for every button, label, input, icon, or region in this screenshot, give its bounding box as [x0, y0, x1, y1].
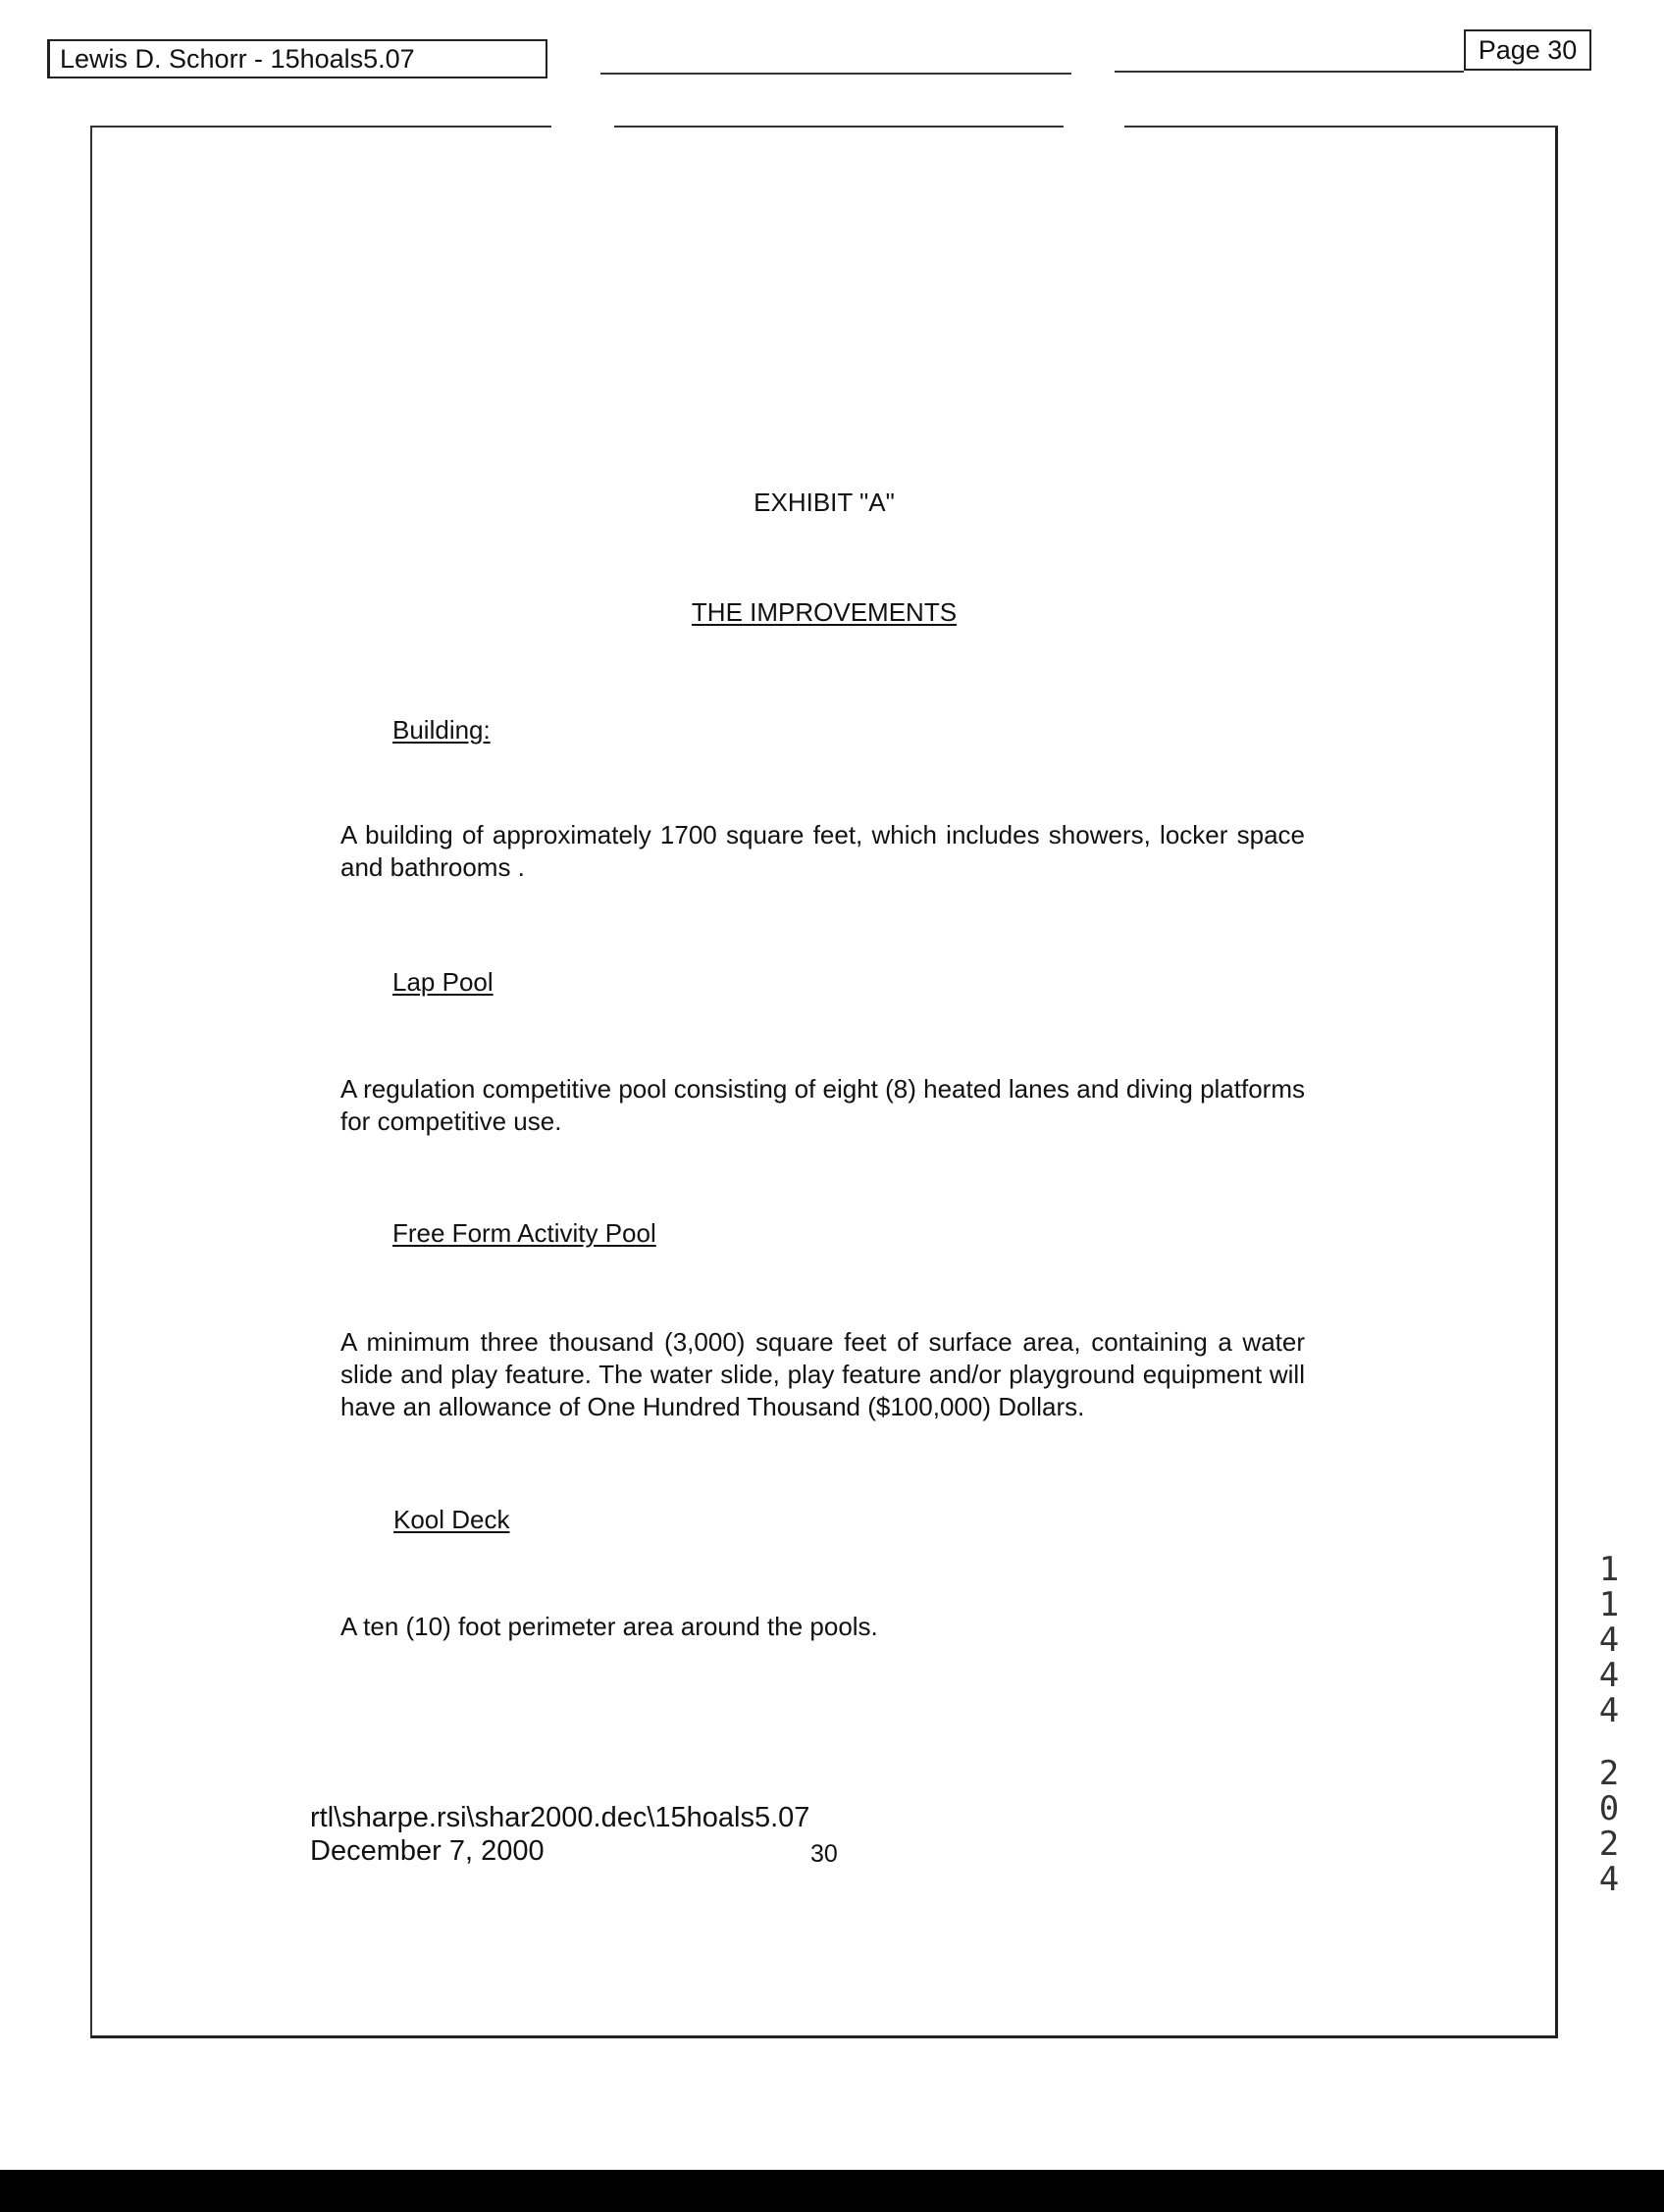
exhibit-subtitle — [90, 596, 1558, 629]
section-heading-lap-pool: Lap Pool — [392, 967, 494, 997]
footer-page-number: 30 — [810, 1840, 838, 1868]
header-rule — [600, 73, 1071, 75]
page-label — [1464, 29, 1591, 71]
section-text-free-form-pool: A minimum three thousand (3,000) square feet of surface area, containing a water slide and play feature. The water slide, play feature and/or playground equipment will have an allowance of One Hundred Thousand ($100,000) Dollars. — [340, 1327, 1305, 1421]
page-label-text: Page 30 — [1478, 35, 1578, 65]
side-stamp-number-2: 2024 — [1598, 1754, 1620, 1899]
scan-bottom-bar — [0, 2170, 1664, 2212]
section-heading-kool-deck: Kool Deck — [393, 1505, 510, 1534]
section-text-building: A building of approximately 1700 square feet, which includes showers, locker space and bathrooms . — [340, 820, 1305, 882]
section-heading-building: Building: — [392, 715, 491, 745]
document-header-label — [47, 39, 547, 78]
header-rule — [1115, 71, 1464, 73]
section-heading-free-form-pool: Free Form Activity Pool — [392, 1218, 656, 1248]
frame-top-rule — [614, 126, 1064, 128]
footer-file-path: rtl\sharpe.rsi\shar2000.dec\15hoals5.07 — [310, 1802, 810, 1833]
frame-top-rule — [90, 126, 551, 128]
header-doc-label: Lewis D. Schorr - 15hoals5.07 — [60, 44, 415, 74]
exhibit-title: EXHIBIT "A" — [754, 488, 895, 517]
side-stamp-number-1: 11444 — [1598, 1550, 1620, 1730]
section-text-kool-deck: A ten (10) foot perimeter area around the pools. — [340, 1612, 878, 1641]
frame-top-rule — [1124, 126, 1558, 128]
footer-date: December 7, 2000 — [310, 1835, 545, 1867]
exhibit-subtitle-text: THE IMPROVEMENTS — [691, 597, 958, 627]
section-text-lap-pool: A regulation competitive pool consisting of eight (8) heated lanes and diving platforms for competitive use. — [340, 1074, 1305, 1136]
